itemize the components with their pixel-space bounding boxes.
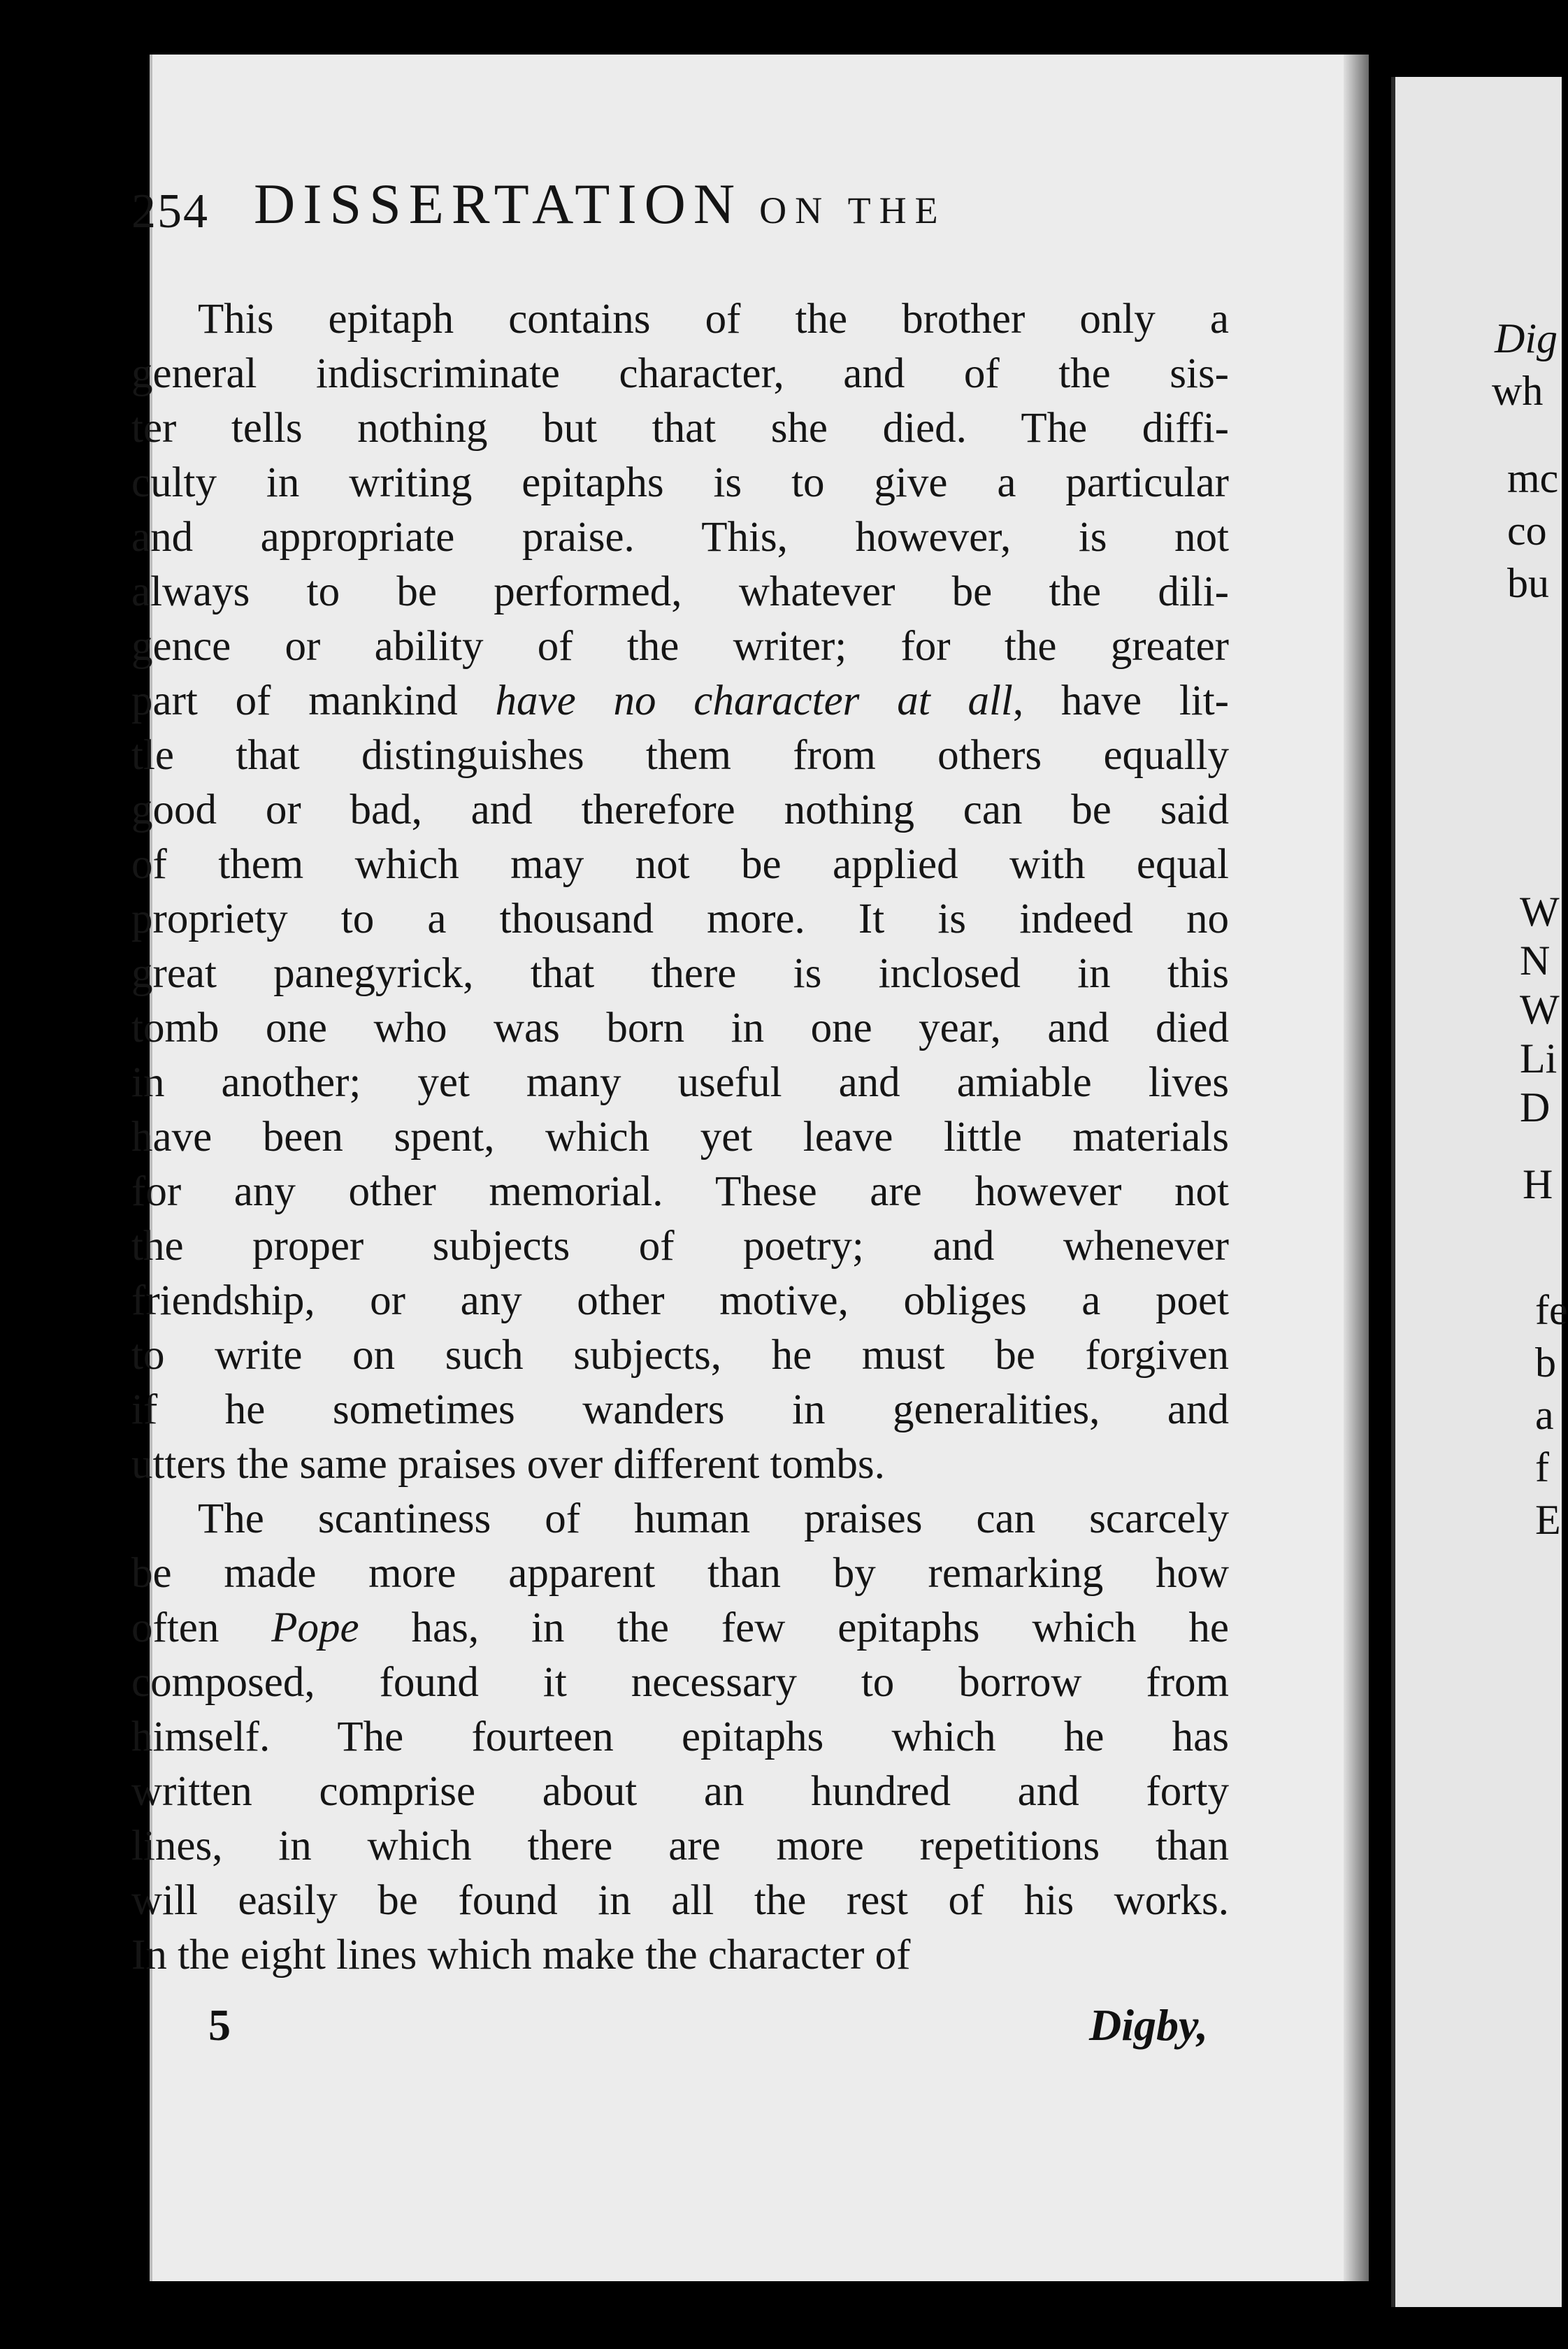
text-line: gence or ability of the writer; for the greater xyxy=(131,623,1229,670)
running-title-small: ON THE xyxy=(759,189,947,231)
text-line: part of mankind have no character at all, have lit- xyxy=(131,677,1229,724)
facing-text-fragment: mc xyxy=(1507,455,1559,501)
text-line: utters the same praises over different tombs. xyxy=(131,1441,885,1488)
text-line: lines, in which there are more repetitions than xyxy=(131,1823,1229,1869)
text-line: for any other memorial. These are however not xyxy=(131,1168,1229,1215)
facing-text-fragment: H xyxy=(1523,1161,1553,1207)
text-line: always to be performed, whatever be the dili- xyxy=(131,568,1229,615)
catchword: Digby, xyxy=(1088,2000,1208,2050)
facing-text-fragment: D xyxy=(1520,1084,1551,1130)
text-line: tomb one who was born in one year, and died xyxy=(131,1005,1229,1051)
facing-text-fragment: co xyxy=(1507,508,1547,554)
text-line: culty in writing epitaphs is to give a particular xyxy=(131,459,1229,506)
page-header xyxy=(131,171,1229,276)
facing-text-fragment: Dig xyxy=(1495,315,1558,361)
text-line: good or bad, and therefore nothing can be said xyxy=(131,786,1229,833)
text-line: be made more apparent than by remarking how xyxy=(131,1550,1229,1597)
text-line: in another; yet many useful and amiable lives xyxy=(131,1059,1229,1106)
facing-text-fragment: f xyxy=(1535,1444,1549,1490)
text-line: have been spent, which yet leave little materials xyxy=(131,1114,1229,1161)
text-line: great panegyrick, that there is inclosed in this xyxy=(131,950,1229,997)
running-title-main: DISSERTATION xyxy=(254,172,743,236)
text-line: tle that distinguishes them from others equally xyxy=(131,732,1229,779)
page-gutter-shadow xyxy=(1344,55,1369,2281)
text-line: friendship, or any other motive, obliges a poet xyxy=(131,1277,1229,1324)
text-line: written comprise about an hundred and forty xyxy=(131,1768,1229,1815)
page-number: 254 xyxy=(131,185,209,238)
text-line: often Pope has, in the few epitaphs which he xyxy=(131,1604,1229,1651)
facing-text-fragment: W xyxy=(1520,889,1560,935)
facing-text-fragment: E xyxy=(1535,1497,1561,1543)
text-line: to write on such subjects, he must be forgiven xyxy=(131,1332,1229,1379)
facing-text-fragment: Li xyxy=(1520,1035,1558,1082)
text-line: if he sometimes wanders in generalities, and xyxy=(131,1386,1229,1433)
facing-text-fragment: b xyxy=(1535,1339,1556,1386)
facing-text-fragment: W xyxy=(1520,986,1560,1033)
page-footer xyxy=(131,1999,1229,2069)
facing-text-fragment: fe xyxy=(1535,1287,1568,1333)
facing-page-fragment xyxy=(1391,77,1568,2307)
text-line: will easily be found in all the rest of his works. xyxy=(131,1877,1229,1924)
text-line: and appropriate praise. This, however, is not xyxy=(131,514,1229,561)
text-line: of them which may not be applied with equal xyxy=(131,841,1229,888)
text-line: This epitaph contains of the brother only a xyxy=(198,296,1229,343)
text-line: himself. The fourteen epitaphs which he has xyxy=(131,1714,1229,1760)
paragraph-2 xyxy=(131,1492,1229,1983)
signature-mark: 5 xyxy=(208,2000,231,2050)
text-line: general indiscriminate character, and of the sis- xyxy=(131,350,1229,397)
facing-text-fragment: a xyxy=(1535,1392,1554,1438)
facing-text-fragment: wh xyxy=(1492,368,1544,414)
facing-text-fragment: bu xyxy=(1507,560,1549,606)
running-title xyxy=(254,171,947,237)
text-line: the proper subjects of poetry; and whenever xyxy=(131,1223,1229,1270)
paragraph-1 xyxy=(131,292,1229,1492)
text-line: The scantiness of human praises can scarcely xyxy=(198,1495,1229,1542)
facing-text-fragment: N xyxy=(1520,938,1551,984)
text-line: ter tells nothing but that she died. The diffi- xyxy=(131,405,1229,452)
body-text xyxy=(131,292,1229,1983)
text-line: composed, found it necessary to borrow from xyxy=(131,1659,1229,1706)
text-line: propriety to a thousand more. It is indeed no xyxy=(131,896,1229,942)
text-line: In the eight lines which make the character of xyxy=(131,1932,911,1978)
